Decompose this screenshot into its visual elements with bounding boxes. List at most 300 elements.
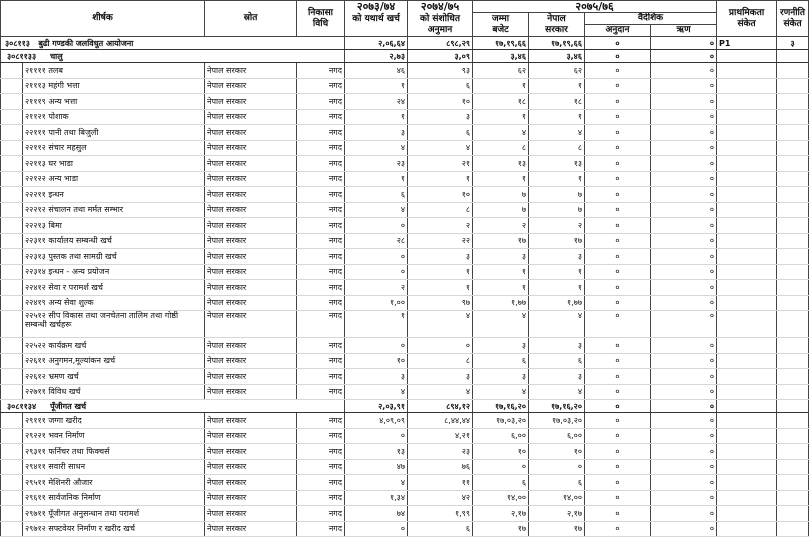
row-spacer [1,125,23,141]
row-method: नगद [297,311,345,338]
row-heading [23,384,205,400]
table-row [1,125,809,141]
row-heading [23,280,205,296]
row-method: नगद [297,125,345,141]
row-priority [717,295,777,311]
row-priority [717,311,777,338]
row-nepal: ३ [529,369,585,385]
row-method: नगद [297,295,345,311]
row-name: भ्रमण खर्च [48,371,79,381]
row-source: नेपाल सरकार [205,171,297,187]
table-row [1,338,809,354]
project-title [1,37,345,50]
row-code: २९७१२ [25,524,46,534]
row-actual: ४ [345,475,408,491]
row-loan: ० [651,249,717,265]
row-total: ३ [473,338,529,354]
group-title [1,400,345,413]
row-priority [717,280,777,296]
row-actual: ३ [345,125,408,141]
row-strategy [777,459,809,475]
row-nepal: ६ [529,475,585,491]
project-total: १७,१९,६६ [473,37,529,50]
row-spacer [1,233,23,249]
row-source: नेपाल सरकार [205,264,297,280]
row-name: कार्यक्रम खर्च [48,340,87,350]
header-foreign: वैदेशिक [585,13,717,25]
row-revised: १ [408,171,473,187]
row-actual: ० [345,249,408,265]
row-total: १ [473,78,529,94]
row-revised: ९७ [408,295,473,311]
row-revised: ११ [408,475,473,491]
row-total: २,१७ [473,506,529,522]
row-name: बिमा [48,220,62,230]
table-row [1,506,809,522]
row-spacer [1,218,23,234]
row-name: सीप विकास तथा जनचेतना तालिम तथा गोष्ठी सम्बन्धी खर्चहरू [25,311,179,329]
header-total-budget: जम्मा बजेट [473,13,529,37]
row-code: २९३११ [25,446,46,456]
row-heading [23,187,205,203]
row-revised: ६ [408,78,473,94]
group-loan: ० [651,400,717,413]
row-actual: १ [345,109,408,125]
row-actual: ४ [345,202,408,218]
row-actual: २४ [345,94,408,110]
row-actual: १३ [345,444,408,460]
project-grant: ० [585,37,651,50]
row-heading [23,369,205,385]
row-name: फर्निचर तथा फिक्चर्स [48,446,110,456]
row-code: २११२१ [25,112,46,122]
row-spacer [1,202,23,218]
row-spacer [1,490,23,506]
row-method: नगद [297,280,345,296]
row-heading [23,156,205,172]
row-heading [23,264,205,280]
row-strategy [777,202,809,218]
row-heading [23,490,205,506]
row-name: मेशिनरी औजार [48,477,93,487]
row-code: २२५१२ [25,311,46,320]
header-title: शीर्षक [1,1,205,37]
table-row [1,295,809,311]
row-name: सेवा र परामर्श खर्च [48,282,103,292]
table-row [1,249,809,265]
row-source: नेपाल सरकार [205,109,297,125]
group-total: १७,१६,२० [473,400,529,413]
row-total: ४ [473,311,529,338]
header-loan: ऋण [651,25,717,37]
row-priority [717,63,777,79]
row-revised: ७६ [408,459,473,475]
row-revised: ३ [408,109,473,125]
row-grant: ० [585,218,651,234]
row-revised: ४ [408,311,473,338]
row-strategy [777,444,809,460]
table-row [1,413,809,429]
row-loan: ० [651,353,717,369]
row-total: १,७७ [473,295,529,311]
row-revised: ८ [408,353,473,369]
row-code: २२१११ [25,127,46,137]
row-priority [717,78,777,94]
row-revised: ९३ [408,63,473,79]
table-row [1,171,809,187]
row-spacer [1,171,23,187]
header-source: स्रोत [205,1,297,37]
row-nepal: ४ [529,384,585,400]
row-heading [23,233,205,249]
row-source: नेपाल सरकार [205,490,297,506]
row-actual: ४,०९,०९ [345,413,408,429]
row-revised: २३ [408,444,473,460]
group-actual: २,७३ [345,50,408,63]
row-actual: ४६ [345,63,408,79]
row-priority [717,459,777,475]
row-name: पोशाक [48,112,69,122]
row-code: २१११९ [25,96,46,106]
row-nepal: १ [529,78,585,94]
project-code: ३०८११३ [5,38,30,48]
row-total: ६,०० [473,428,529,444]
row-loan: ० [651,280,717,296]
row-grant: ० [585,428,651,444]
row-source: नेपाल सरकार [205,295,297,311]
row-code: २९२२१ [25,431,46,441]
row-actual: ४ [345,384,408,400]
row-spacer [1,264,23,280]
group-row [1,400,809,413]
row-strategy [777,428,809,444]
row-name: सवारी साधन [48,462,86,472]
row-nepal: १३ [529,156,585,172]
row-name: अन्य भाडा [48,174,79,184]
row-total: ० [473,459,529,475]
row-nepal: ३ [529,338,585,354]
row-spacer [1,78,23,94]
row-heading [23,78,205,94]
table-row [1,475,809,491]
table-row [1,369,809,385]
row-nepal: ३ [529,249,585,265]
table-row [1,490,809,506]
row-nepal: ७ [529,187,585,203]
group-nepal: ३,४६ [529,50,585,63]
row-code: २९६११ [25,493,46,503]
row-method: नगद [297,63,345,79]
row-priority [717,521,777,537]
row-method: नगद [297,218,345,234]
row-loan: ० [651,384,717,400]
row-heading [23,428,205,444]
row-code: २२२१२ [25,205,46,215]
row-source: नेपाल सरकार [205,506,297,522]
row-revised: ६ [408,521,473,537]
row-nepal: १ [529,280,585,296]
row-heading [23,338,205,354]
row-spacer [1,384,23,400]
row-name: इन्धन [48,189,64,199]
row-actual: ४ [345,140,408,156]
row-heading [23,295,205,311]
row-loan: ० [651,187,717,203]
row-spacer [1,353,23,369]
table-body [1,37,809,537]
row-priority [717,338,777,354]
row-heading [23,202,205,218]
row-loan: ० [651,413,717,429]
row-heading [23,140,205,156]
row-priority [717,94,777,110]
row-grant: ० [585,490,651,506]
row-strategy [777,295,809,311]
row-source: नेपाल सरकार [205,353,297,369]
row-priority [717,413,777,429]
row-strategy [777,280,809,296]
row-priority [717,109,777,125]
row-strategy [777,187,809,203]
row-source: नेपाल सरकार [205,280,297,296]
row-revised: ० [408,338,473,354]
row-nepal: १ [529,109,585,125]
row-nepal: २ [529,218,585,234]
row-actual: १ [345,78,408,94]
row-loan: ० [651,218,717,234]
row-name: तलब [48,65,63,75]
row-grant: ० [585,369,651,385]
header-budget-year: २०७५/७६ [473,1,717,13]
row-revised: ३ [408,369,473,385]
group-nepal: १७,१६,२० [529,400,585,413]
row-name: विविध खर्च [48,387,81,397]
row-revised: १ [408,280,473,296]
row-name: अनुगमन,मूल्यांकन खर्च [48,356,116,366]
row-loan: ० [651,521,717,537]
header-strategy: रणनीति संकेत [777,1,809,37]
row-name: महंगी भत्ता [48,81,80,91]
row-total: १७ [473,521,529,537]
group-priority [717,50,777,63]
row-heading [23,475,205,491]
row-grant: ० [585,187,651,203]
table-row [1,384,809,400]
row-actual: ० [345,264,408,280]
row-strategy [777,78,809,94]
row-spacer [1,413,23,429]
header-priority: प्राथमिकता संकेत [717,1,777,37]
row-method: नगद [297,171,345,187]
row-strategy [777,338,809,354]
row-code: २२७११ [25,387,46,397]
row-priority [717,233,777,249]
row-priority [717,428,777,444]
row-code: २२२११ [25,189,46,199]
row-grant: ० [585,156,651,172]
row-spacer [1,444,23,460]
table-row [1,521,809,537]
row-strategy [777,249,809,265]
row-name: संचालन तथा मर्मत सम्भार [48,205,124,215]
row-source: नेपाल सरकार [205,311,297,338]
row-grant: ० [585,264,651,280]
row-loan: ० [651,490,717,506]
row-nepal: १ [529,264,585,280]
group-total: ३,४६ [473,50,529,63]
row-method: नगद [297,353,345,369]
row-spacer [1,459,23,475]
row-spacer [1,187,23,203]
row-strategy [777,125,809,141]
row-name: पुस्तक तथा सामग्री खर्च [48,251,117,261]
group-code: ३०८११३३ [7,51,37,61]
row-nepal: १० [529,444,585,460]
row-grant: ० [585,295,651,311]
row-grant: ० [585,311,651,338]
row-actual: ३ [345,369,408,385]
row-name: इन्धन - अन्य प्रयोजन [48,267,110,277]
row-nepal: १७,०३,२० [529,413,585,429]
row-grant: ० [585,171,651,187]
row-total: ४ [473,384,529,400]
row-spacer [1,280,23,296]
row-method: नगद [297,264,345,280]
row-revised: ८ [408,202,473,218]
row-source: नेपाल सरकार [205,94,297,110]
row-strategy [777,264,809,280]
row-grant: ० [585,202,651,218]
row-revised: ४,२१ [408,428,473,444]
row-revised: ४ [408,140,473,156]
row-grant: ० [585,338,651,354]
row-grant: ० [585,521,651,537]
project-revised: ८९८,२९ [408,37,473,50]
table-row [1,78,809,94]
row-strategy [777,171,809,187]
row-name: पानी तथा बिजुली [48,127,99,137]
row-spacer [1,369,23,385]
row-method: नगद [297,78,345,94]
row-total: ३ [473,249,529,265]
row-nepal: १ [529,171,585,187]
row-loan: ० [651,171,717,187]
row-spacer [1,156,23,172]
project-actual: २,०६,६४ [345,37,408,50]
row-method: नगद [297,413,345,429]
row-actual: ० [345,218,408,234]
row-source: नेपाल सरकार [205,475,297,491]
row-name: पूँजीगत अनुसन्धान तथा परामर्श [48,508,140,518]
row-strategy [777,218,809,234]
row-name: भवन निर्माण [48,431,85,441]
table-row [1,218,809,234]
row-code: २२४१९ [25,298,46,308]
row-nepal: ४ [529,311,585,338]
row-method: नगद [297,369,345,385]
row-heading [23,125,205,141]
row-revised: ३ [408,249,473,265]
row-code: २२१२२ [25,174,46,184]
header-grant: अनुदान [585,25,651,37]
table-row [1,444,809,460]
row-total: २ [473,218,529,234]
row-priority [717,187,777,203]
row-heading [23,218,205,234]
row-code: २२५२२ [25,340,46,350]
group-revised: ८९४,१२ [408,400,473,413]
row-strategy [777,521,809,537]
row-priority [717,264,777,280]
row-revised: २ [408,218,473,234]
row-source: नेपाल सरकार [205,413,297,429]
row-source: नेपाल सरकार [205,249,297,265]
row-grant: ० [585,249,651,265]
row-priority [717,171,777,187]
row-actual: ४७ [345,459,408,475]
table-row [1,353,809,369]
header-revised-estimate: २०७४/७५ को संशोधित अनुमान [408,1,473,37]
row-total: १० [473,444,529,460]
table-row [1,280,809,296]
row-spacer [1,109,23,125]
row-method: नगद [297,249,345,265]
row-grant: ० [585,413,651,429]
row-grant: ० [585,506,651,522]
row-priority [717,125,777,141]
row-loan: ० [651,506,717,522]
row-revised: २२ [408,233,473,249]
row-total: ३ [473,369,529,385]
row-priority [717,475,777,491]
header-nepal-government: नेपाल सरकार [529,13,585,37]
row-source: नेपाल सरकार [205,202,297,218]
row-strategy [777,490,809,506]
project-nepal: १७,१९,६६ [529,37,585,50]
row-code: २२४१२ [25,282,46,292]
project-strategy: ३ [777,37,809,50]
row-grant: ० [585,459,651,475]
table-row [1,63,809,79]
row-actual: १,०० [345,295,408,311]
row-priority [717,369,777,385]
row-nepal: १८ [529,94,585,110]
row-method: नगद [297,140,345,156]
row-total: १७,०३,२० [473,413,529,429]
row-strategy [777,63,809,79]
row-strategy [777,384,809,400]
row-source: नेपाल सरकार [205,156,297,172]
row-priority [717,140,777,156]
row-priority [717,202,777,218]
row-source: नेपाल सरकार [205,78,297,94]
row-code: २११११ [25,65,46,75]
row-source: नेपाल सरकार [205,63,297,79]
row-total: १७ [473,233,529,249]
row-grant: ० [585,78,651,94]
row-nepal: १७ [529,233,585,249]
row-name: सफ्टवेयर निर्माण र खरीद खर्च [48,524,135,534]
row-loan: ० [651,78,717,94]
row-spacer [1,338,23,354]
row-grant: ० [585,280,651,296]
row-priority [717,444,777,460]
row-total: ६ [473,353,529,369]
row-revised: १,९९ [408,506,473,522]
row-revised: १० [408,187,473,203]
row-loan: ० [651,140,717,156]
row-loan: ० [651,156,717,172]
